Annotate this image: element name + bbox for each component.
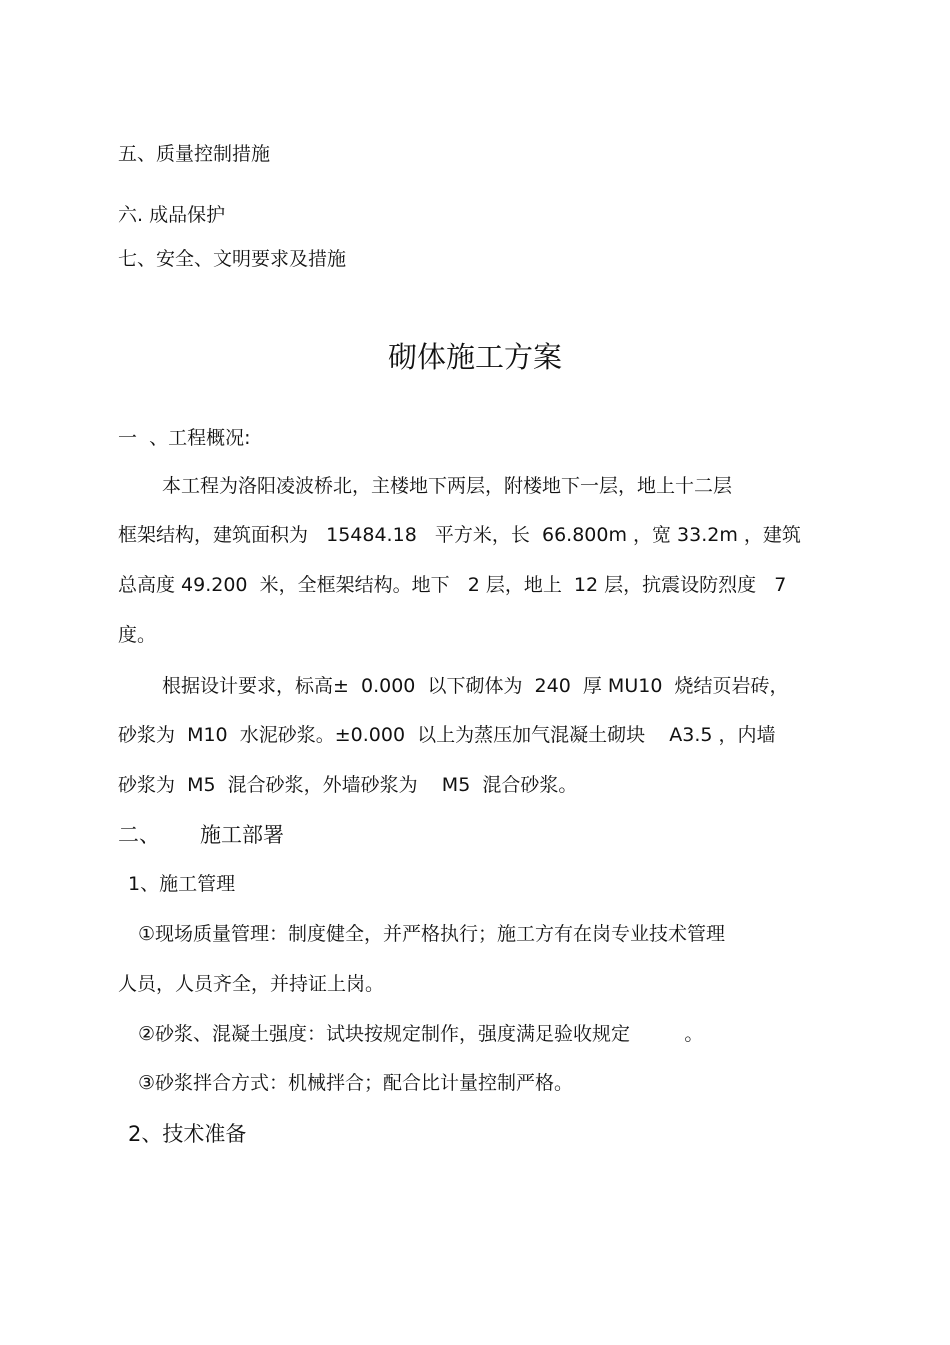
list-item: ②砂浆、混凝土强度：试块按规定制作，强度满足验收规定 。 (138, 1023, 704, 1045)
paragraph-line: 砂浆为 M10 水泥砂浆。±0.000 以上为蒸压加气混凝土砌块 A3.5 ，内墙 (118, 724, 776, 746)
toc-item-6: 六. 成品保护 (118, 204, 226, 226)
section-heading-overview: 一 、工程概况: (118, 427, 251, 449)
paragraph-line: 总高度 49.200 米，全框架结构。地下 2 层，地上 12 层，抗震设防烈度 7 (118, 574, 787, 596)
toc-item-5: 五、质量控制措施 (118, 143, 271, 165)
paragraph-line: 度。 (118, 624, 157, 646)
paragraph-line: 框架结构，建筑面积为 15484.18 平方米，长 66.800m ，宽 33.2m ，建筑 (118, 524, 801, 546)
section-heading-deployment: 二、 施工部署 (118, 823, 285, 847)
toc-item-7: 七、安全、文明要求及措施 (118, 248, 347, 270)
paragraph-line: 根据设计要求，标高± 0.000 以下砌体为 240 厚 MU10 烧结页岩砖， (162, 675, 789, 697)
list-item: ③砂浆拌合方式：机械拌合；配合比计量控制严格。 (138, 1072, 574, 1094)
document-title: 砌体施工方案 (387, 340, 562, 374)
list-item-line: 人员，人员齐全，并持证上岗。 (118, 973, 385, 995)
paragraph-line: 本工程为洛阳凌波桥北，主楼地下两层，附楼地下一层，地上十二层 (162, 475, 733, 497)
list-item-line: ①现场质量管理：制度健全，并严格执行；施工方有在岗专业技术管理 (138, 923, 726, 945)
subsection-heading-tech-prep: 2、技术准备 (128, 1122, 247, 1146)
subsection-heading-management: 1、施工管理 (128, 873, 236, 895)
paragraph-line: 砂浆为 M5 混合砂浆，外墙砂浆为 M5 混合砂浆。 (118, 774, 578, 796)
